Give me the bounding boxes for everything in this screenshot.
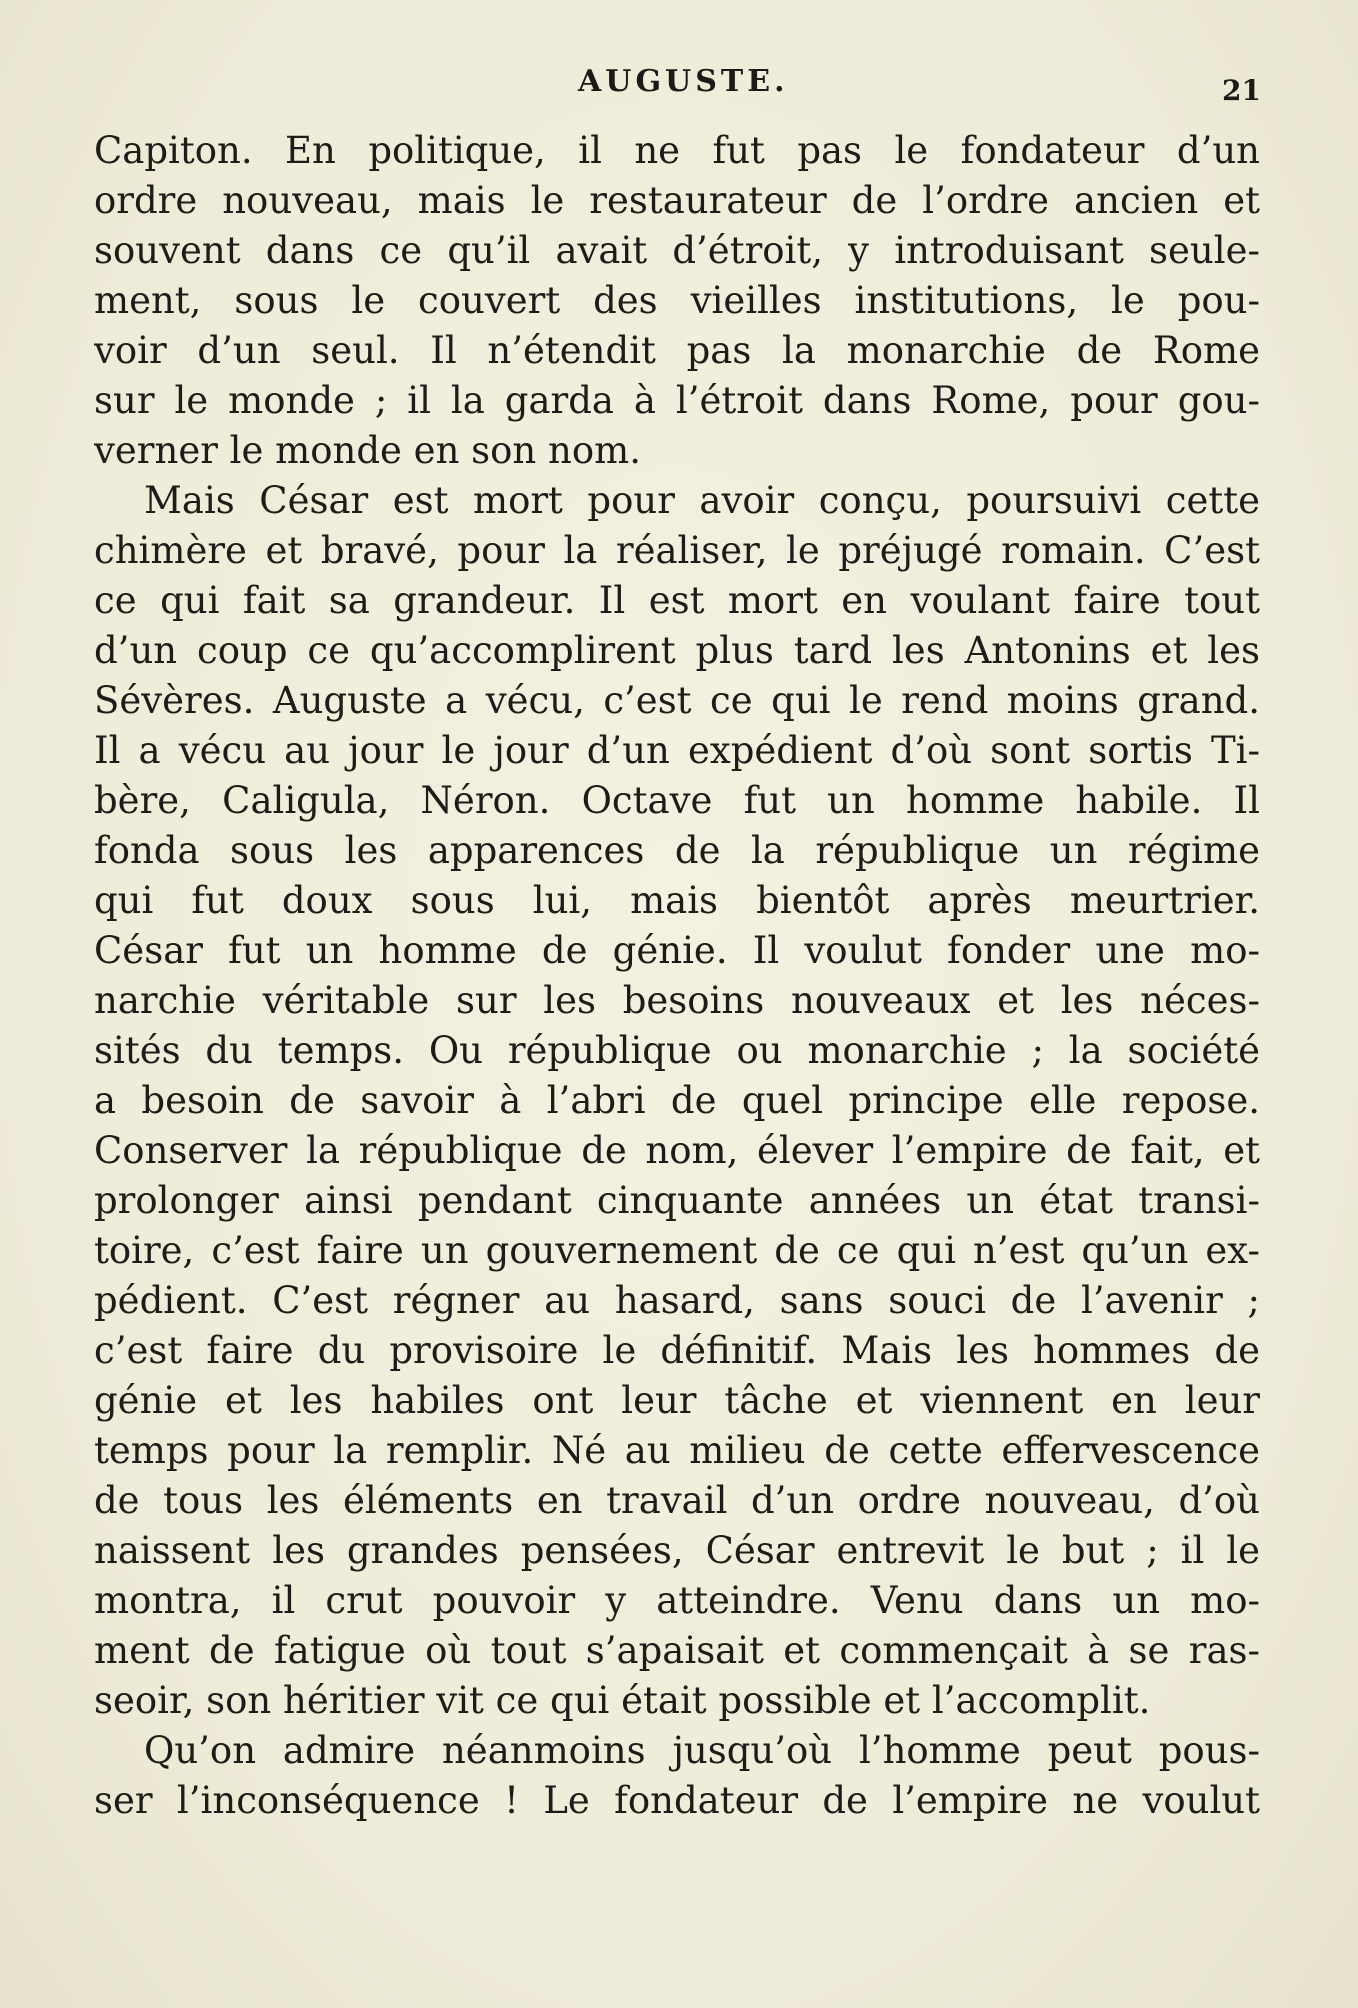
text-line: ser l’inconséquence ! Le fondateur de l’empire ne voulut (94, 1779, 1260, 1822)
text-line: ment de fatigue où tout s’apaisait et commençait à se ras- (94, 1629, 1260, 1672)
text-line: toire, c’est faire un gouvernement de ce qui n’est qu’un ex- (94, 1229, 1260, 1272)
text-line: naissent les grandes pensées, César entrevit le but ; il le (94, 1529, 1260, 1572)
text-line: ment, sous le couvert des vieilles institutions, le pou- (94, 279, 1260, 322)
text-line: prolonger ainsi pendant cinquante années un état transi- (94, 1179, 1260, 1222)
text-line: voir d’un seul. Il n’étendit pas la monarchie de Rome (94, 329, 1260, 372)
text-line: seoir, son héritier vit ce qui était possible et l’accomplit. (94, 1679, 1151, 1722)
text-line: Capiton. En politique, il ne fut pas le fondateur d’un (94, 129, 1260, 172)
text-line: c’est faire du provisoire le définitif. Mais les hommes de (94, 1329, 1260, 1372)
text-line: ordre nouveau, mais le restaurateur de l’ordre ancien et (94, 179, 1260, 222)
body-text (94, 126, 1260, 1826)
running-title: AUGUSTE. (578, 64, 789, 99)
text-line: Conserver la république de nom, élever l’empire de fait, et (94, 1129, 1260, 1172)
text-line: Qu’on admire néanmoins jusqu’où l’homme peut pous- (144, 1729, 1260, 1772)
text-line: souvent dans ce qu’il avait d’étroit, y introduisant seule- (94, 229, 1260, 272)
text-line: verner le monde en son nom. (94, 429, 641, 472)
text-line: bère, Caligula, Néron. Octave fut un homme habile. Il (94, 779, 1260, 822)
text-line: qui fut doux sous lui, mais bientôt après meurtrier. (94, 879, 1260, 922)
text-line: temps pour la remplir. Né au milieu de cette effervescence (94, 1429, 1260, 1472)
text-line: narchie véritable sur les besoins nouveaux et les néces- (94, 979, 1260, 1022)
text-line: a besoin de savoir à l’abri de quel principe elle repose. (94, 1079, 1260, 1122)
text-line: de tous les éléments en travail d’un ordre nouveau, d’où (94, 1479, 1260, 1522)
text-line: César fut un homme de génie. Il voulut fonder une mo- (94, 929, 1260, 972)
text-line: chimère et bravé, pour la réaliser, le préjugé romain. C’est (94, 529, 1260, 572)
text-line: Sévères. Auguste a vécu, c’est ce qui le rend moins grand. (94, 679, 1260, 722)
text-line: génie et les habiles ont leur tâche et viennent en leur (94, 1379, 1260, 1422)
page-number: 21 (1222, 74, 1261, 107)
text-line: d’un coup ce qu’accomplirent plus tard les Antonins et les (94, 629, 1260, 672)
text-line: Mais César est mort pour avoir conçu, poursuivi cette (144, 479, 1260, 522)
text-line: sur le monde ; il la garda à l’étroit dans Rome, pour gou- (94, 379, 1260, 422)
text-line: sités du temps. Ou république ou monarchie ; la société (94, 1029, 1260, 1072)
text-line: montra, il crut pouvoir y atteindre. Venu dans un mo- (94, 1579, 1260, 1622)
text-line: pédient. C’est régner au hasard, sans souci de l’avenir ; (94, 1279, 1260, 1322)
text-line: fonda sous les apparences de la république un régime (94, 829, 1260, 872)
text-line: ce qui fait sa grandeur. Il est mort en voulant faire tout (94, 579, 1260, 622)
text-line: Il a vécu au jour le jour d’un expédient d’où sont sortis Ti- (94, 729, 1260, 772)
